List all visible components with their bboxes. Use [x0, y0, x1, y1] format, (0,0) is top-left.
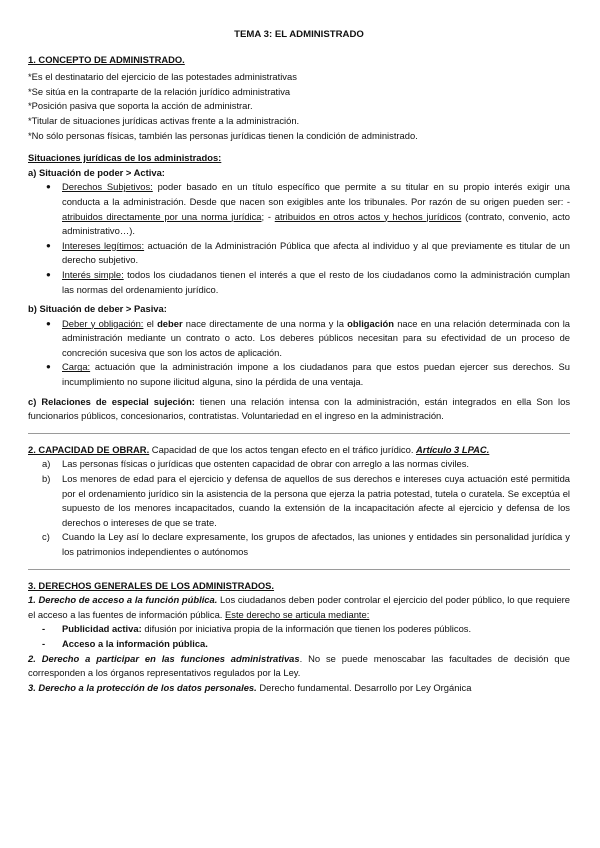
section-2-heading: 2. CAPACIDAD DE OBRAR. — [28, 443, 150, 455]
section-3-heading: 3. DERECHOS GENERALES DE LOS ADMINISTRADOS. — [28, 579, 275, 591]
list-item — [62, 239, 570, 268]
derecho-acceso-text: Los ciudadanos deben poder controlar el ejercicio del poder público, lo que requiere el acceso a las fuentes de información pública. — [28, 594, 570, 620]
item-marker: c) — [42, 531, 50, 543]
acceso-list — [62, 622, 570, 651]
list-item — [42, 472, 570, 530]
item-text: Los menores de edad para el ejercicio y defensa de aquellos de sus derechos e intereses cuya actuación esté permitida por el ordenamiento jurídico sin la asistencia de la persona que ejerza la patria potestad, tutela o curatela. Se exceptúa el supuesto de los menores incapacitados, cuando la extensión de la incapacitación afecte al ejercicio y defensa de los derechos o intereses de que se trate. — [62, 473, 570, 528]
derecho-datos-title: 3. Derecho a la protección de los datos personales. — [28, 681, 257, 693]
situacion-poder-heading: a) Situación de poder > Activa: — [28, 166, 165, 178]
item-term: Interés simple: — [62, 268, 124, 280]
section-2-intro — [28, 443, 570, 458]
document-title: TEMA 3: EL ADMINISTRADO — [234, 29, 364, 40]
situacion-deber-heading: b) Situación de deber > Pasiva: — [28, 303, 167, 315]
article-reference: Artículo 3 LPAC. — [416, 443, 490, 455]
item-text: difusión por iniciativa propia de la información que tienen los poderes públicos. — [141, 623, 472, 635]
concept-point: *Es el destinatario del ejercicio de las potestades administrativas — [28, 71, 297, 83]
especial-sujecion-paragraph — [28, 395, 570, 424]
section-2-intro-text: Capacidad de que los actos tengan efecto en el tráfico jurídico. — [149, 443, 417, 455]
concept-list — [28, 70, 570, 143]
section-1-heading: 1. CONCEPTO DE ADMINISTRADO. — [28, 53, 185, 65]
situacion-poder-list — [62, 180, 570, 297]
derecho-acceso-title: 1. Derecho de acceso a la función pública. — [28, 594, 218, 606]
list-item — [62, 317, 570, 361]
derecho-participar-text: . No se puede menoscabar las facultades de decisión que corresponden a los órganos representativos regulados por la Ley. — [28, 652, 571, 679]
derecho-datos-paragraph — [28, 681, 570, 696]
item-bold: deber — [157, 317, 183, 329]
list-item — [42, 530, 570, 559]
list-item — [62, 622, 570, 637]
item-text: ; - — [261, 210, 275, 222]
item-term: Derechos Subjetivos: — [62, 181, 153, 193]
derecho-participar-title: 2. Derecho a participar en las funciones administrativas — [28, 652, 300, 664]
list-item — [62, 180, 570, 238]
item-text: Cuando la Ley así lo declare expresamente, los grupos de afectados, las uniones y entidades sin personalidad jurídica y los patrimonios independientes o autónomos — [62, 531, 570, 557]
derecho-acceso-underlined: Este derecho se articula mediante: — [225, 608, 370, 620]
item-bold: Publicidad activa: — [62, 623, 142, 635]
item-text: todos los ciudadanos tienen el interés a que el resto de los ciudadanos como la administración cumplan las normas del ordenamiento jurídico. — [62, 268, 571, 295]
item-bold: obligación — [347, 317, 395, 329]
derecho-acceso-paragraph — [28, 593, 570, 622]
list-item — [62, 360, 570, 389]
item-underlined: atribuidos directamente por una norma jurídica — [62, 210, 262, 222]
item-term: Deber y obligación: — [62, 317, 144, 329]
item-text: nace en una relación determinada con la administración mediante un contrato o acto. Los deberes públicos necesitan para su efectividad de un proceso de concreción sucesiva que son los actos de aplicación. — [62, 317, 570, 358]
concept-point: *Se sitúa en la contraparte de la relación jurídico administrativa — [28, 85, 291, 97]
section-divider — [28, 433, 570, 434]
item-bold: Acceso a la información pública. — [62, 637, 208, 649]
item-term: Carga: — [62, 361, 91, 373]
item-text: poder basado en un título específico que permite a su titular en su propio interés exigir una conducta a la administración. Desde que nacen son exigibles ante los tribunales. Por razón de su origen pueden ser: - — [62, 181, 570, 207]
capacidad-list — [42, 457, 570, 559]
item-text: nace directamente de una norma y la — [182, 317, 348, 329]
item-term: Intereses legítimos: — [62, 239, 145, 251]
concept-point: *No sólo personas físicas, también las personas jurídicas tienen la condición de administrado. — [28, 129, 418, 141]
list-item — [62, 637, 570, 652]
item-marker: a) — [42, 458, 51, 470]
item-text: Las personas físicas o jurídicas que ostenten capacidad de obrar con arreglo a las normas civiles. — [62, 458, 469, 470]
list-item — [42, 457, 570, 472]
item-marker: b) — [42, 473, 51, 485]
derecho-datos-text: Derecho fundamental. Desarrollo por Ley Orgánica — [256, 681, 472, 693]
concept-point: *Titular de situaciones jurídicas activas frente a la administración. — [28, 114, 300, 126]
derecho-participar-paragraph — [28, 652, 570, 681]
concept-point: *Posición pasiva que soporta la acción de administrar. — [28, 100, 253, 112]
section-divider — [28, 569, 570, 570]
item-text: actuación de la Administración Pública que afecta al individuo y al que previamente es titular de un derecho subjetivo. — [62, 239, 570, 266]
especial-sujecion-text: tienen una relación intensa con la administración, están integrados en ella Son los funcionarios públicos, concesionarios, contratistas. Voluntariedad en el ingreso en la administración. — [28, 395, 571, 422]
item-text: (contrato, convenio, acto administrativo…). — [62, 210, 570, 237]
especial-sujecion-label: c) Relaciones de especial sujeción: — [28, 395, 195, 407]
list-item — [62, 268, 570, 297]
item-underlined: atribuidos en otros actos y hechos jurídicos — [274, 210, 462, 222]
situacion-deber-list — [62, 317, 570, 390]
item-text: el — [143, 317, 158, 329]
item-text: actuación que la administración impone a los ciudadanos para que estos puedan ejercer sus derechos. Su incumplimiento no supone ilicitud alguna, sino la pérdida de una ventaja. — [62, 361, 570, 388]
situaciones-heading: Situaciones jurídicas de los administrados: — [28, 152, 222, 164]
